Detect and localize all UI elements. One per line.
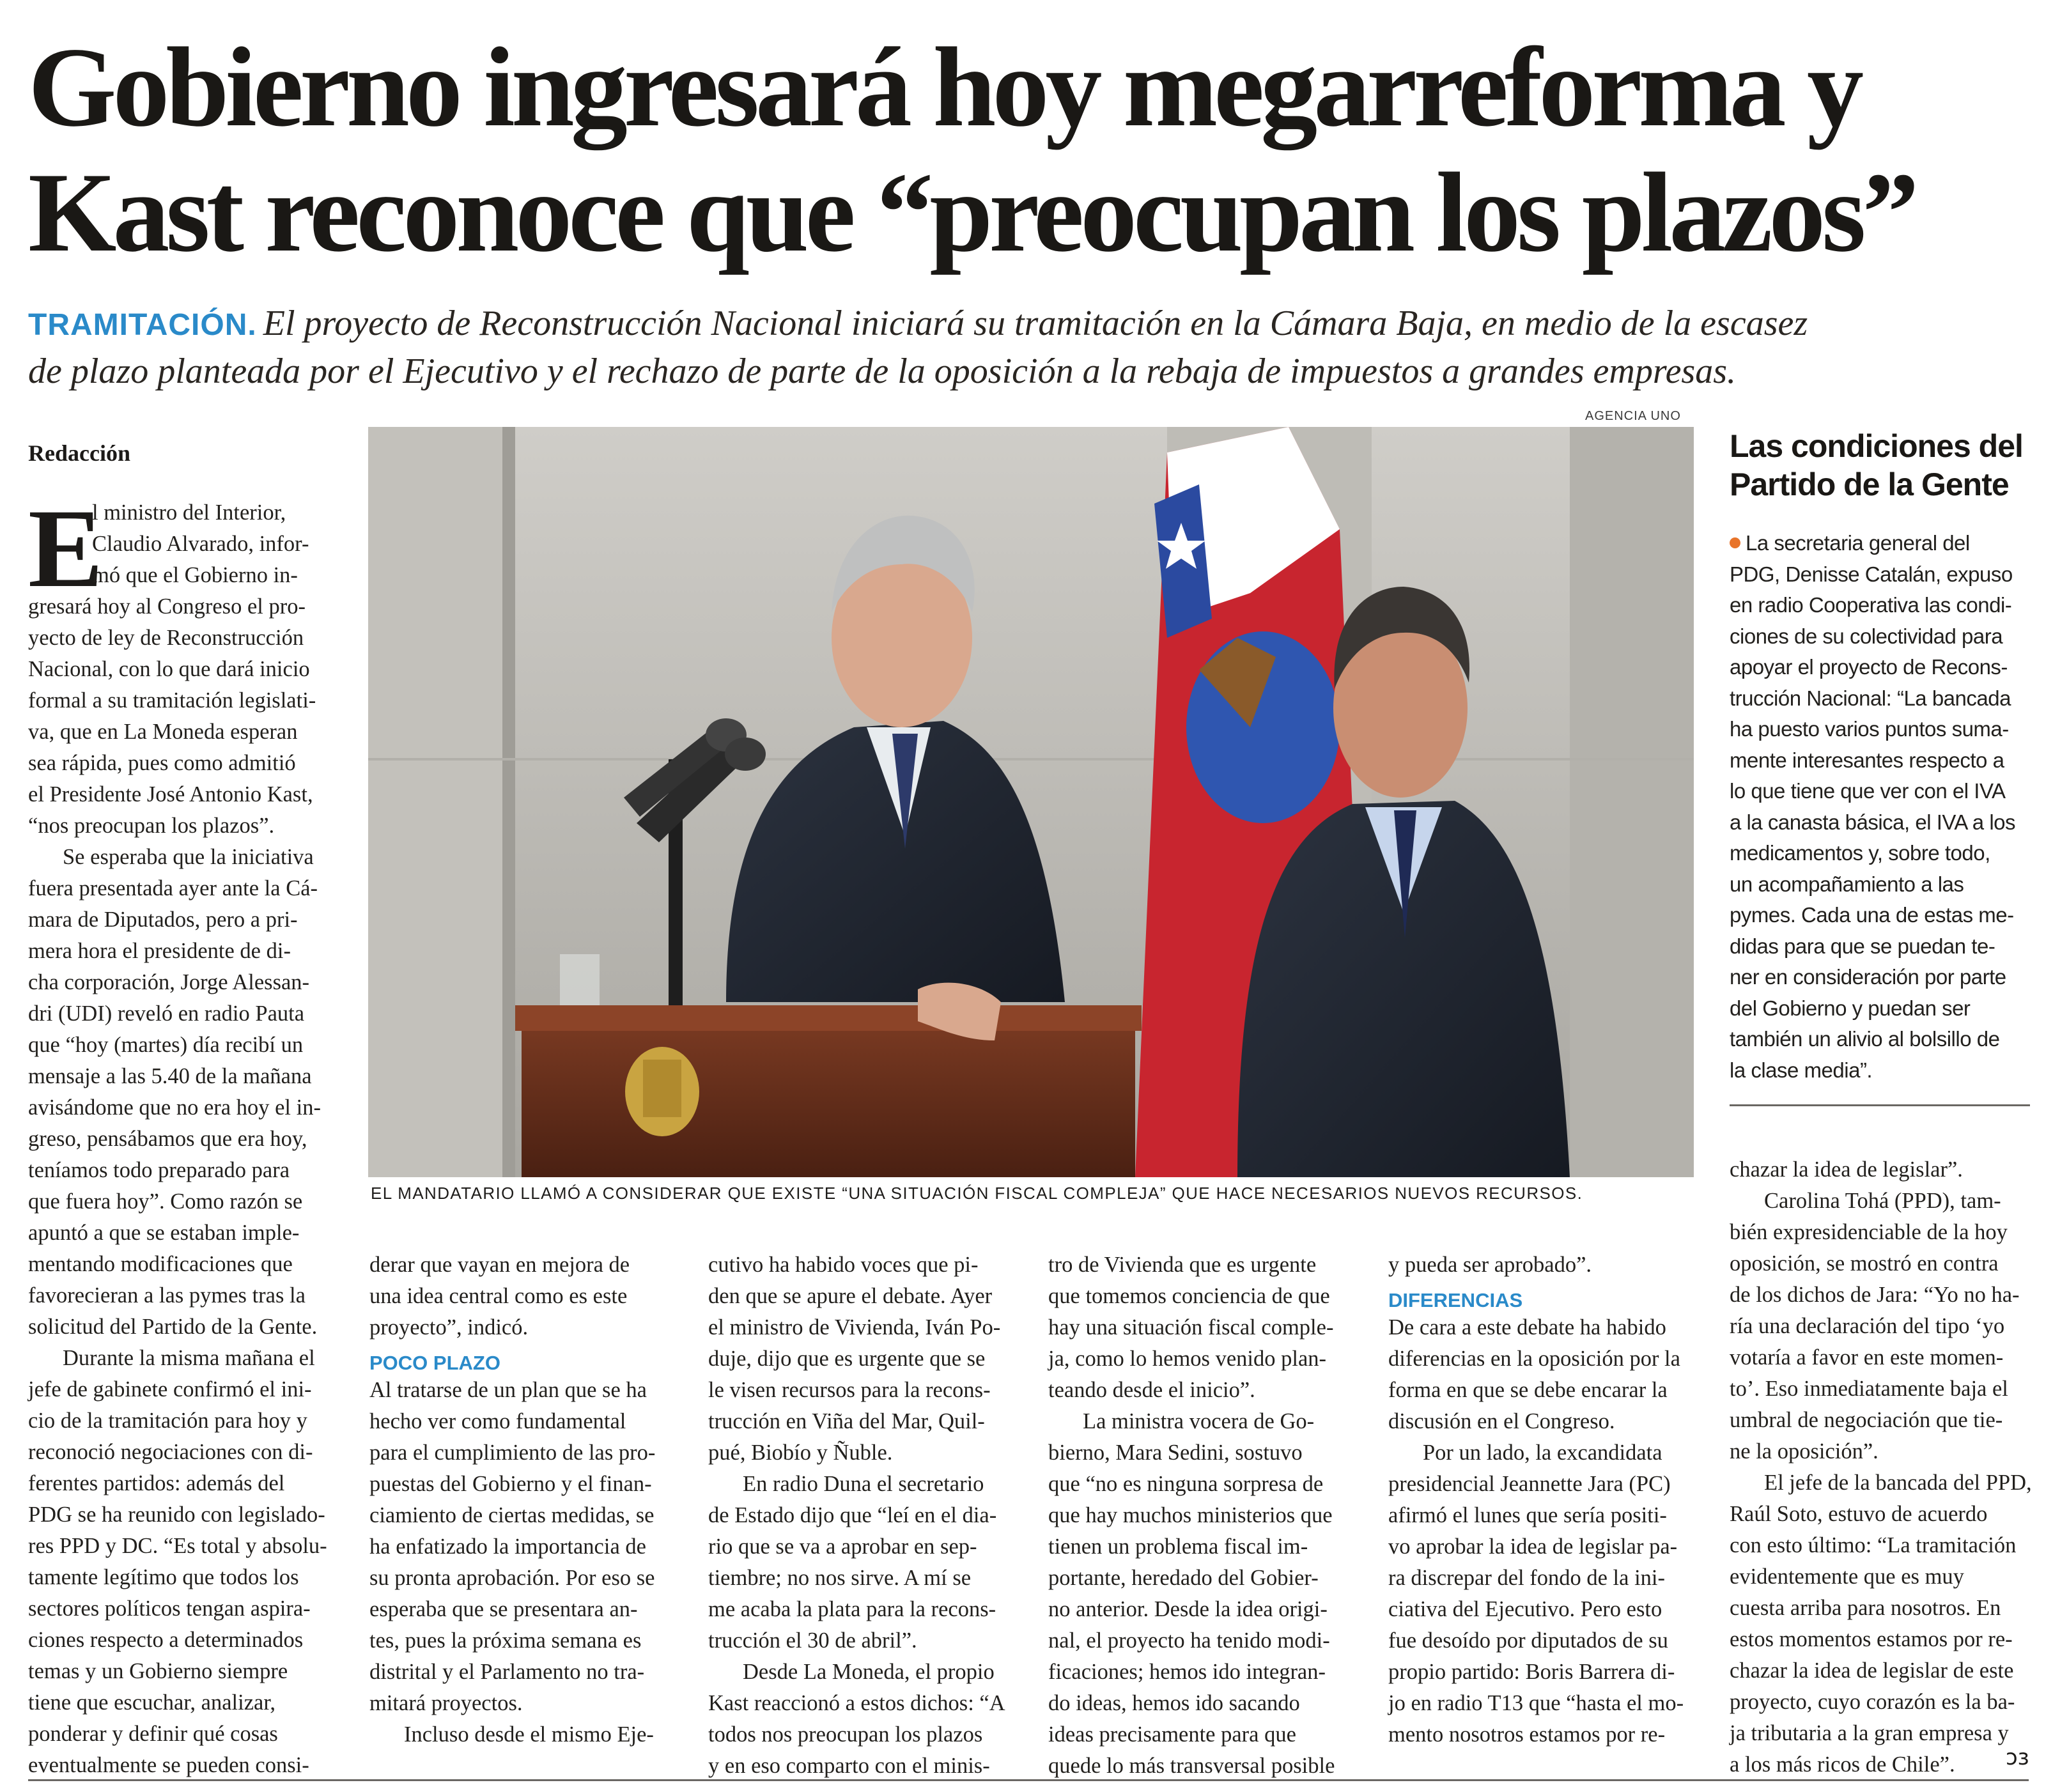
text-line: tes, pues la próxima semana es: [369, 1628, 642, 1653]
text-line: el Presidente José Antonio Kast,: [28, 782, 313, 807]
text-line: para el cumplimiento de las pro-: [369, 1441, 656, 1465]
text-line: tro de Vivienda que es urgente: [1048, 1253, 1317, 1277]
text-line: Por un lado, la excandidata: [1423, 1441, 1662, 1465]
sidebar-line: la clase media”.: [1730, 1058, 1873, 1082]
text-line: me acaba la plata para la recons-: [708, 1597, 996, 1621]
text-line: hecho ver como fundamental: [369, 1409, 626, 1433]
text-line: jo en radio T13 que “hasta el mo-: [1388, 1691, 1684, 1715]
text-line: presidencial Jeannette Jara (PC): [1388, 1472, 1671, 1496]
sidebar-line: en radio Cooperativa las condi-: [1730, 593, 2012, 617]
text-line: tiene que escuchar, analizar,: [28, 1690, 276, 1715]
text-line: de los dichos de Jara: “Yo no ha-: [1730, 1283, 2020, 1307]
text-line: diferencias en la oposición por la: [1388, 1347, 1680, 1371]
sidebar-body: [1730, 528, 2015, 1086]
photo-caption: EL MANDATARIO LLAMÓ A CONSIDERAR QUE EXISTE “UNA SITUACIÓN FISCAL COMPLEJA” QUE HACE NECESARIOS NUEVOS RECURSOS.: [371, 1184, 1583, 1203]
sidebar-line: ha puesto varios puntos suma-: [1730, 717, 2009, 741]
text-line: que “hoy (martes) día recibí un: [28, 1033, 304, 1057]
text-line: to’. Eso inmediatamente baja el: [1730, 1377, 2008, 1401]
text-line: trucción el 30 de abril”.: [708, 1628, 917, 1653]
text-line: teando desde el inicio”.: [1048, 1378, 1255, 1402]
photo-illustration: [368, 427, 1694, 1177]
text-line: ciativa del Ejecutivo. Pero esto: [1388, 1597, 1662, 1621]
sidebar-line: ner en consideración por parte: [1730, 965, 2006, 989]
text-line: Incluso desde el mismo Eje-: [404, 1722, 654, 1747]
text-line: con esto último: “La tramitación: [1730, 1533, 2017, 1557]
drop-cap: E: [28, 486, 104, 611]
text-line: distrital y el Parlamento no tra-: [369, 1660, 645, 1684]
text-line: estos momentos estamos por re-: [1730, 1627, 2013, 1651]
sidebar-line: trucción Nacional: “La bancada: [1730, 686, 2011, 710]
text-line: Se esperaba que la iniciativa: [63, 845, 314, 869]
text-line: y en eso comparto con el minis-: [708, 1754, 990, 1778]
text-line: proyecto, cuyo corazón es la ba-: [1730, 1690, 2015, 1714]
sidebar-line: PDG, Denisse Catalán, expuso: [1730, 562, 2013, 586]
text-line: chazar la idea de legislar de este: [1730, 1658, 2014, 1683]
subhead-diferencias: DIFERENCIAS: [1388, 1289, 1523, 1311]
text-line: duje, dijo que es urgente que se: [708, 1347, 986, 1371]
text-line: Al tratarse de un plan que se ha: [369, 1378, 647, 1402]
article-column-3: [708, 1249, 1015, 1782]
subhead-poco-plazo: POCO PLAZO: [369, 1352, 500, 1374]
sidebar-title-line-2: Partido de la Gente: [1730, 467, 2009, 502]
text-line: cutivo ha habido voces que pi-: [708, 1253, 979, 1277]
text-line: umbral de negociación que tie-: [1730, 1408, 2003, 1432]
text-line: derar que vayan en mejora de: [369, 1253, 630, 1277]
news-photo: [368, 427, 1694, 1177]
text-line: mera hora el presidente de di-: [28, 939, 291, 963]
text-line: rio que se va a aprobar en sep-: [708, 1534, 977, 1559]
headline-line-1: Gobierno ingresará hoy megarreforma y: [28, 24, 1861, 150]
text-line: temas y un Gobierno siempre: [28, 1659, 288, 1683]
text-line: mara de Diputados, pero a pri-: [28, 908, 298, 932]
text-line: gresará hoy al Congreso el pro-: [28, 594, 306, 619]
text-line: res PPD y DC. “Es total y absolu-: [28, 1534, 327, 1558]
text-line: sea rápida, pues como admitió: [28, 751, 296, 775]
text-line: va, que en La Moneda esperan: [28, 720, 298, 744]
text-line: su pronta aprobación. Por eso se: [369, 1566, 655, 1590]
text-line: vo aprobar la idea de legislar pa-: [1388, 1534, 1678, 1559]
text-line: quede lo más transversal posible: [1048, 1754, 1335, 1778]
text-line: forma en que se debe encarar la: [1388, 1378, 1668, 1402]
text-line: mensaje a las 5.40 de la mañana: [28, 1064, 312, 1088]
text-line: teníamos todo preparado para: [28, 1158, 290, 1182]
text-line: le visen recursos para la recons-: [708, 1378, 991, 1402]
text-line: mentando modificaciones que: [28, 1252, 293, 1276]
article-column-1: [28, 486, 335, 1781]
deck-kicker: TRAMITACIÓN.: [28, 308, 257, 342]
text-line: votaría a favor en este momen-: [1730, 1345, 2004, 1370]
text-line: mitará proyectos.: [369, 1691, 523, 1715]
sidebar-line: mente interesantes respecto a: [1730, 748, 2004, 772]
text-line: una idea central como es este: [369, 1284, 628, 1308]
text-line: mó que el Gobierno in-: [92, 563, 298, 587]
text-line: Raúl Soto, estuvo de acuerdo: [1730, 1502, 1988, 1526]
text-line: ja tributaria a la gran empresa y: [1730, 1721, 2009, 1745]
sidebar-line-text: La secretaria general del: [1746, 531, 1970, 555]
text-line: no anterior. Desde la idea origi-: [1048, 1597, 1328, 1621]
text-line: oposición, se mostró en contra: [1730, 1251, 1999, 1276]
text-line: ja, como lo hemos venido plan-: [1048, 1347, 1326, 1371]
text-line: ne la oposición”.: [1730, 1439, 1879, 1464]
text-line: El jefe de la bancada del PPD,: [1764, 1471, 2032, 1495]
sidebar-divider: [1730, 1104, 2030, 1106]
text-line: tiembre; no nos sirve. A mí se: [708, 1566, 972, 1590]
text-line: jefe de gabinete confirmó el ini-: [28, 1377, 312, 1402]
text-line: Claudio Alvarado, infor-: [92, 532, 309, 556]
text-line: avisándome que no era hoy el in-: [28, 1095, 321, 1120]
text-line: fue desoído por diputados de su: [1388, 1628, 1668, 1653]
text-line: tamente legítimo que todos los: [28, 1565, 299, 1589]
text-line: Nacional, con lo que dará inicio: [28, 657, 310, 681]
article-column-2: [369, 1249, 676, 1750]
text-line: trucción en Viña del Mar, Quil-: [708, 1409, 985, 1433]
text-line: cuesta arriba para nosotros. En: [1730, 1596, 2001, 1620]
text-line: greso, pensábamos que era hoy,: [28, 1127, 307, 1151]
text-line: nal, el proyecto ha tenido modi-: [1048, 1628, 1330, 1653]
text-line: favorecieran a las pymes tras la: [28, 1283, 306, 1308]
text-line: ponderar y definir qué cosas: [28, 1722, 278, 1746]
text-line: discusión en el Congreso.: [1388, 1409, 1615, 1433]
sidebar-line: apoyar el proyecto de Recons-: [1730, 655, 2008, 679]
text-line: que hay muchos ministerios que: [1048, 1503, 1333, 1527]
sidebar-line: un acompañamiento a las: [1730, 872, 1964, 896]
text-line: “nos preocupan los plazos”.: [28, 814, 275, 838]
text-line: de Estado dijo que “leí en el dia-: [708, 1503, 997, 1527]
text-line: y pueda ser aprobado”.: [1388, 1253, 1592, 1277]
article-column-5: [1388, 1249, 1695, 1750]
text-line: ría una declaración del tipo ‘yo: [1730, 1314, 2005, 1338]
bottom-rule: [28, 1779, 2029, 1781]
text-line: afirmó el lunes que sería positi-: [1388, 1503, 1667, 1527]
text-line: tienen un problema fiscal im-: [1048, 1534, 1308, 1559]
text-line: reconoció negociaciones con di-: [28, 1440, 313, 1464]
text-line: ficaciones; hemos ido integran-: [1048, 1660, 1326, 1684]
text-line: ciones respecto a determinados: [28, 1628, 304, 1652]
text-line: ciamiento de ciertas medidas, se: [369, 1503, 655, 1527]
text-line: bién expresidenciable de la hoy: [1730, 1220, 2008, 1244]
deck: [28, 300, 2029, 394]
text-line: ha enfatizado la importancia de: [369, 1534, 646, 1559]
text-line: propio partido: Boris Barrera di-: [1388, 1660, 1675, 1684]
deck-text-1: El proyecto de Reconstrucción Nacional iniciará su tramitación en la Cámara Baja, en medio de la escasez: [263, 304, 1808, 343]
text-line: do ideas, hemos ido sacando: [1048, 1691, 1300, 1715]
text-line: a los más ricos de Chile”.: [1730, 1752, 1955, 1777]
text-line: Desde La Moneda, el propio: [743, 1660, 995, 1684]
bullet-icon: [1730, 537, 1740, 548]
deck-line-2: de plazo planteada por el Ejecutivo y el rechazo de parte de la oposición a la rebaja de impuestos a grandes empresas.: [28, 351, 1737, 391]
article-column-6: [1730, 1154, 2036, 1780]
sidebar-line: medicamentos y, sobre todo,: [1730, 841, 1990, 865]
sidebar-line: [1730, 528, 2015, 559]
text-line: hay una situación fiscal comple-: [1048, 1315, 1334, 1340]
text-line: formal a su tramitación legislati-: [28, 688, 316, 713]
sidebar-line: a la canasta básica, el IVA a los: [1730, 810, 2015, 834]
text-line: Kast reaccionó a estos dichos: “A: [708, 1691, 1005, 1715]
headline-line-2: Kast reconoce que “preocupan los plazos”: [28, 149, 1916, 275]
text-line: esperaba que se presentara an-: [369, 1597, 638, 1621]
text-line: La ministra vocera de Go-: [1083, 1409, 1315, 1433]
text-line: den que se apure el debate. Ayer: [708, 1284, 993, 1308]
text-line: sectores políticos tengan aspira-: [28, 1596, 311, 1621]
text-line: fuera presentada ayer ante la Cá-: [28, 876, 318, 900]
text-line: que tomemos conciencia de que: [1048, 1284, 1330, 1308]
text-line: proyecto”, indicó.: [369, 1315, 529, 1340]
text-line: puestas del Gobierno y el finan-: [369, 1472, 652, 1496]
text-line: dri (UDI) reveló en radio Pauta: [28, 1001, 305, 1026]
text-line: cio de la tramitación para hoy y: [28, 1409, 307, 1433]
text-line: eventualmente se pueden consi-: [28, 1753, 309, 1777]
sidebar-title-line-1: Las condiciones del: [1730, 428, 2023, 464]
text-line: ideas precisamente para que: [1048, 1722, 1296, 1747]
text-line: chazar la idea de legislar”.: [1730, 1157, 1963, 1182]
text-line: apuntó a que se estaban imple-: [28, 1221, 300, 1245]
text-line: portante, heredado del Gobier-: [1048, 1566, 1319, 1590]
text-line: ferentes partidos: además del: [28, 1471, 285, 1495]
deck-line-1: [28, 300, 2029, 348]
photo-credit: AGENCIA UNO: [1585, 409, 1681, 423]
text-line: evidentemente que es muy: [1730, 1564, 1964, 1589]
sidebar-line: del Gobierno y puedan ser: [1730, 996, 1971, 1020]
text-line: que fuera hoy”. Como razón se: [28, 1189, 303, 1214]
text-line: pué, Biobío y Ñuble.: [708, 1441, 893, 1465]
text-line: PDG se ha reunido con legislado-: [28, 1502, 325, 1527]
text-line: todos nos preocupan los plazos: [708, 1722, 983, 1747]
text-line: yecto de ley de Reconstrucción: [28, 626, 304, 650]
end-mark: ↄз: [2006, 1745, 2029, 1770]
text-line: el ministro de Vivienda, Iván Po-: [708, 1315, 1001, 1340]
text-line: Carolina Tohá (PPD), tam-: [1764, 1189, 2001, 1213]
sidebar-line: pymes. Cada una de estas me-: [1730, 903, 2014, 927]
text-line: l ministro del Interior,: [92, 500, 286, 525]
text-line: De cara a este debate ha habido: [1388, 1315, 1666, 1340]
text-line: mento nosotros estamos por re-: [1388, 1722, 1666, 1747]
article-column-4: [1048, 1249, 1355, 1782]
text-line: En radio Duna el secretario: [743, 1472, 984, 1496]
sidebar-line: también un alivio al bolsillo de: [1730, 1027, 2000, 1051]
text-line: bierno, Mara Sedini, sostuvo: [1048, 1441, 1303, 1465]
sidebar-line: didas para que se puedan te-: [1730, 934, 1995, 958]
headline: [28, 24, 2035, 275]
text-line: ra discrepar del fondo de la ini-: [1388, 1566, 1665, 1590]
sidebar-line: ciones de su colectividad para: [1730, 624, 2003, 648]
text-line: cha corporación, Jorge Alessan-: [28, 970, 310, 994]
podium: [515, 1005, 1142, 1177]
byline: Redacción: [28, 440, 130, 466]
text-line: que “no es ninguna sorpresa de: [1048, 1472, 1324, 1496]
text-line: solicitud del Partido de la Gente.: [28, 1315, 318, 1339]
sidebar-line: lo que tiene que ver con el IVA: [1730, 779, 2006, 803]
sidebar-title: [1730, 427, 2030, 504]
text-line: Durante la misma mañana el: [63, 1346, 315, 1370]
